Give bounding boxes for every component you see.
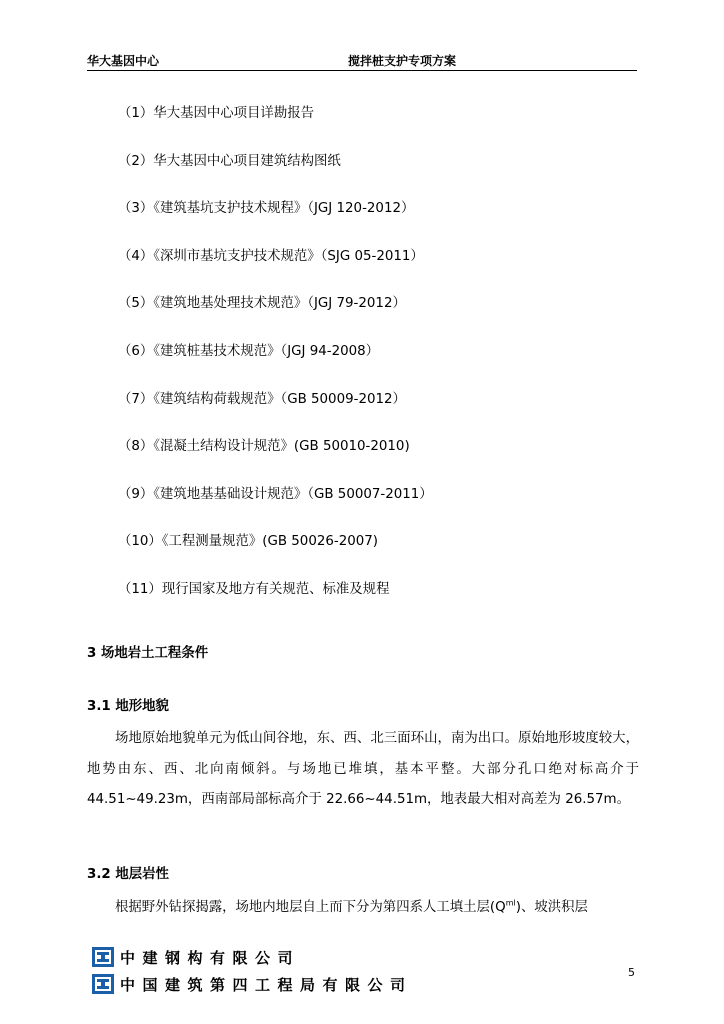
section-3-2-heading: 3.2 地层岩性: [87, 867, 169, 882]
reference-item: （10）《工程测量规范》(GB 50026-2007): [118, 534, 379, 550]
cscec-logo-icon: [92, 974, 114, 994]
header-project-name: 华大基因中心: [87, 54, 160, 68]
reference-item: （5）《建筑地基处理技术规范》（JGJ 79-2012）: [118, 296, 406, 312]
cscec-logo-icon: [92, 947, 114, 967]
reference-item: （11）现行国家及地方有关规范、标准及规程: [118, 581, 390, 597]
reference-item: （2）华大基因中心项目建筑结构图纸: [118, 153, 341, 169]
stratum-superscript: ml: [505, 898, 516, 908]
stratum-paragraph-tail: )、坡洪积层: [515, 900, 588, 915]
header-document-title: 搅拌桩支护专项方案: [348, 54, 457, 68]
reference-list: [118, 104, 433, 628]
footer-company-1: 中建钢构有限公司: [120, 949, 301, 967]
reference-item: （6）《建筑桩基技术规范》（JGJ 94-2008）: [118, 343, 380, 359]
section-3-heading: 3 场地岩土工程条件: [87, 646, 209, 661]
stratum-paragraph-text: 根据野外钻探揭露，场地内地层自上而下分为第四系人工填土层(Q: [115, 900, 506, 915]
reference-item: （3）《建筑基坑支护技术规程》（JGJ 120-2012）: [118, 201, 415, 217]
reference-item: （8）《混凝土结构设计规范》(GB 50010-2010): [118, 439, 410, 455]
footer-company-2: 中国建筑第四工程局有限公司: [120, 976, 413, 994]
section-3-1-heading: 3.1 地形地貌: [87, 699, 169, 714]
reference-item: （4）《深圳市基坑支护技术规范》（SJG 05-2011）: [118, 248, 424, 264]
page-header: [87, 50, 637, 71]
page-number: 5: [628, 966, 635, 979]
reference-item: （1）华大基因中心项目详勘报告: [118, 106, 314, 121]
terrain-paragraph-text: 场地原始地貌单元为低山间谷地，东、西、北三面环山，南为出口。原始地形坡度较大，地势由东、西、北向南倾斜。与场地已堆填，基本平整。大部分孔口绝对标高介于 44.51~49.23m，西南部局部标高介于 22.66~44.51m，地表最大相对高差为 26.57m。: [87, 731, 639, 808]
stratum-paragraph: [87, 893, 639, 924]
terrain-paragraph: [87, 724, 639, 816]
reference-item: （9）《建筑地基基础设计规范》（GB 50007-2011）: [118, 486, 433, 502]
reference-item: （7）《建筑结构荷载规范》（GB 50009-2012）: [118, 391, 406, 407]
